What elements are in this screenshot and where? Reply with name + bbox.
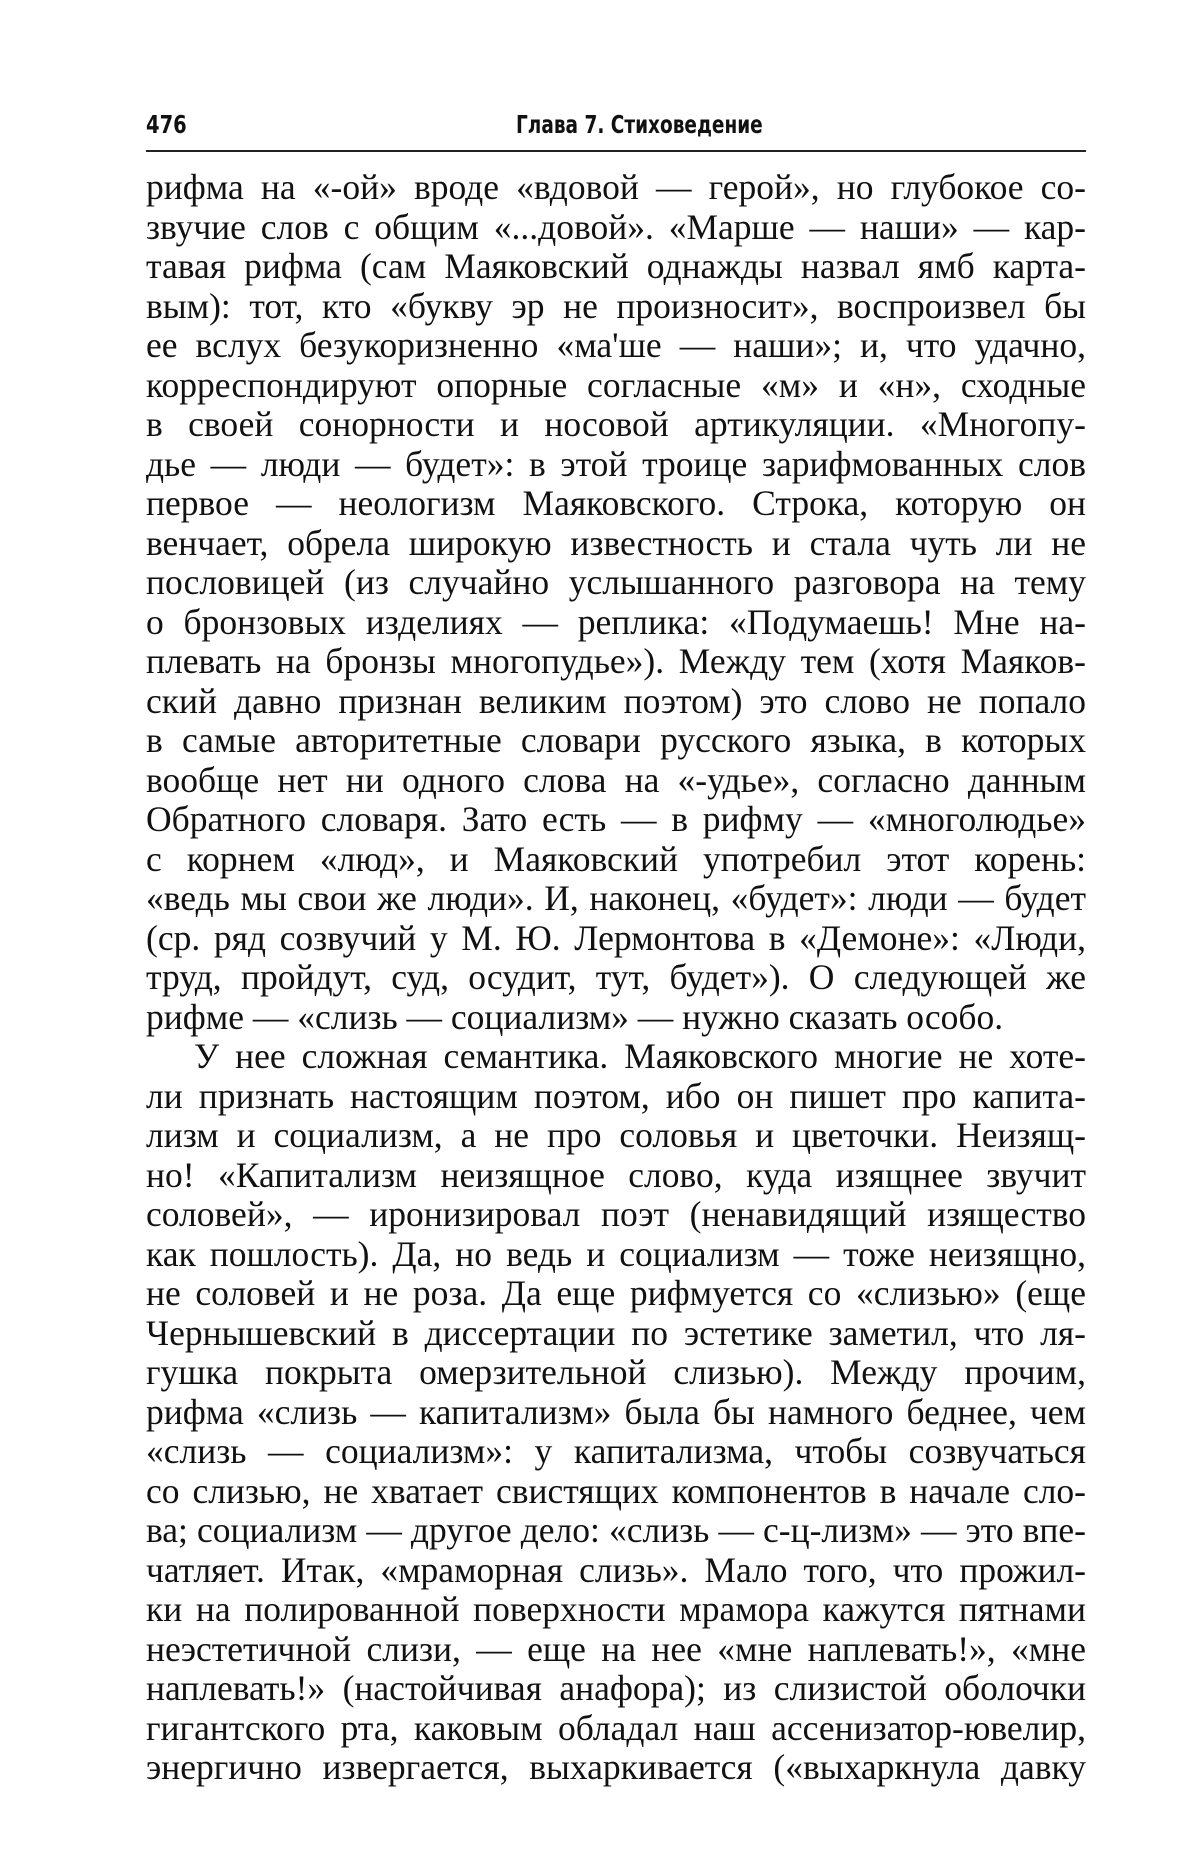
text-line: гушка покрыта омерзительной слизью). Между прочим, bbox=[146, 1352, 1086, 1392]
text-line: труд, пройдут, суд, осудит, тут, будет»). О следующей же bbox=[146, 957, 1086, 997]
text-line: но! «Капитализм неизящное слово, куда изящнее звучит bbox=[146, 1154, 1086, 1195]
page-number: 476 bbox=[146, 110, 187, 139]
text-line: со слизью, не хватает свистящих компонентов в начале сло- bbox=[146, 1470, 1086, 1511]
text-line: венчает, обрела широкую известность и стала чуть ли не bbox=[146, 522, 1086, 563]
text-line: в своей сонорности и носовой артикуляции. «Многопу- bbox=[146, 404, 1086, 444]
text-line: (ср. ряд созвучий у М. Ю. Лермонтова в «Демоне»: «Люди, bbox=[146, 917, 1086, 958]
text-line: в самые авторитетные словари русского языка, в которых bbox=[146, 720, 1086, 760]
text-line: плевать на бронзы многопудье»). Между тем (хотя Маяков- bbox=[146, 641, 1086, 681]
body-text bbox=[146, 168, 1086, 1788]
text-line: ки на полированной поверхности мрамора кажутся пятнами bbox=[146, 1589, 1086, 1629]
text-line: корреспондируют опорные согласные «м» и «н», сходные bbox=[146, 364, 1086, 405]
text-line: лизм и социализм, а не про соловья и цветочки. Неизящ- bbox=[146, 1115, 1086, 1155]
text-line: вообще нет ни одного слова на «-удье», согласно данным bbox=[146, 759, 1086, 800]
text-line: ее вслух безукоризненно «ма'ше — наши»; и, что удачно, bbox=[146, 325, 1086, 365]
text-line: тавая рифма (сам Маяковский однажды назвал ямб карта- bbox=[146, 246, 1086, 286]
text-line: Обратного словаря. Зато есть — в рифму — «многолюдье» bbox=[146, 799, 1086, 839]
text-line: о бронзовых изделиях — реплика: «Подумаешь! Мне на- bbox=[146, 601, 1086, 642]
text-line: ва; социализм — другое дело: «слизь — с-ц-лизм» — это впе- bbox=[146, 1510, 1086, 1550]
page-header bbox=[146, 110, 1086, 152]
text-line: не соловей и не роза. Да еще рифмуется со «слизью» (еще bbox=[146, 1273, 1086, 1313]
text-line: соловей», — иронизировал поэт (ненавидящий изящество bbox=[146, 1194, 1086, 1234]
text-line: звучие слов с общим «...довой». «Марше — наши» — кар- bbox=[146, 206, 1086, 247]
text-line: с корнем «люд», и Маяковский употребил этот корень: bbox=[146, 838, 1086, 879]
text-line: рифма на «-ой» вроде «вдовой — герой», но глубокое со- bbox=[146, 167, 1086, 207]
text-line: неэстетичной слизи, — еще на нее «мне наплевать!», «мне bbox=[146, 1628, 1086, 1669]
text-line: «слизь — социализм»: у капитализма, чтобы созвучаться bbox=[146, 1431, 1086, 1471]
text-line: как пошлость). Да, но ведь и социализм — тоже неизящно, bbox=[146, 1233, 1086, 1274]
text-line: рифма «слизь — капитализм» была бы намного беднее, чем bbox=[146, 1391, 1086, 1432]
paragraph-end-line: рифме — «слизь — социализм» — нужно сказать особо. bbox=[146, 996, 1004, 1037]
text-line: Чернышевский в диссертации по эстетике заметил, что ля- bbox=[146, 1312, 1086, 1353]
text-line: гигантского рта, каковым обладал наш ассенизатор-ювелир, bbox=[146, 1707, 1086, 1748]
text-line: энергично извергается, выхаркивается («выхаркнула давку bbox=[146, 1747, 1086, 1787]
text-line: вым): тот, кто «букву эр не произносит», воспроизвел бы bbox=[146, 285, 1086, 326]
text-line: наплевать!» (настойчивая анафора); из слизистой оболочки bbox=[146, 1668, 1086, 1708]
text-line: первое — неологизм Маяковского. Строка, которую он bbox=[146, 483, 1086, 523]
text-line: «ведь мы свои же люди». И, наконец, «будет»: люди — будет bbox=[146, 878, 1086, 918]
text-line: пословицей (из случайно услышанного разговора на тему bbox=[146, 562, 1086, 602]
paragraph-start-line: У нее сложная семантика. Маяковского многие не хоте- bbox=[194, 1036, 1086, 1076]
running-head: Глава 7. Стиховедение bbox=[516, 110, 763, 139]
text-line: ли признать настоящим поэтом, ибо он пишет про капита- bbox=[146, 1075, 1086, 1116]
text-line: дье — люди — будет»: в этой троице зарифмованных слов bbox=[146, 443, 1086, 484]
text-line: чатляет. Итак, «мраморная слизь». Мало того, что прожил- bbox=[146, 1549, 1086, 1590]
text-line: ский давно признан великим поэтом) это слово не попало bbox=[146, 680, 1086, 721]
